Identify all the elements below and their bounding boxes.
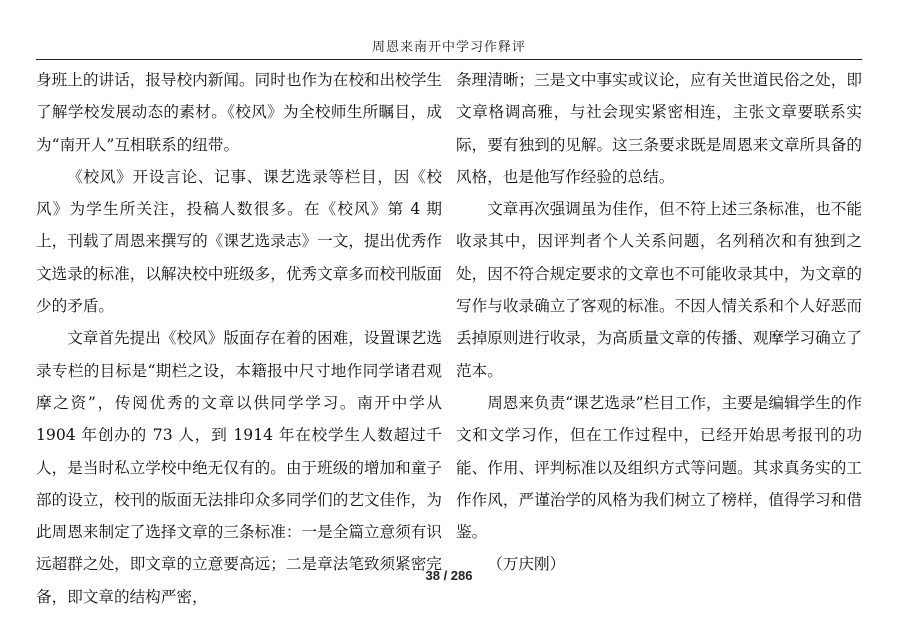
paragraph-editing-work: 周恩来负责“课艺选录”栏目工作，主要是编辑学生的作文和文学习作，但在工作过程中，已经开始思考报刊的功能、作用、评判标准以及组织方式等问题。其求真务实的工作作风，严谨治学的风格为我们树立了榜样，值得学习和借鉴。 <box>456 393 862 542</box>
author-signature: （万庆刚） <box>487 555 566 574</box>
page-number: 38 / 286 <box>425 568 473 583</box>
right-column <box>456 64 862 581</box>
left-column <box>36 64 442 613</box>
paragraph-continuation-right: 条理清晰；三是文中事实或议论，应有关世道民俗之处，即文章格调高雅，与社会现实紧密相连，主张文章要联系实际，要有独到的见解。这三条要求既是周恩来文章所具备的风格，也是他写作经验的总结。 <box>456 71 862 186</box>
paragraph-continuation: 身班上的讲话，报导校内新闻。同时也作为在校和出校学生了解学校发展动态的素材。《校风》为全校师生所瞩目，成为“南开人”互相联系的纽带。 <box>36 71 442 154</box>
header-divider <box>36 59 862 60</box>
paragraph-objective-standards: 文章再次强调虽为佳作，但不符上述三条标准，也不能收录其中，因评判者个人关系问题，名列稍次和有独到之处，因不符合规定要求的文章也不可能收录其中，为文章的写作与收录确立了客观的标准。不因人情关系和个人好恶而丢掉原则进行收录，为高质量文章的传播、观摩学习确立了范本。 <box>456 200 862 380</box>
paragraph-xiaofeng-columns: 《校风》开设言论、记事、课艺选录等栏目，因《校风》为学生所关注，投稿人数很多。在《校风》第 4 期上，刊载了周恩来撰写的《课艺选录志》一文，提出优秀作文选录的标准，以解决校中班级多，优秀文章多而校刊版面少的矛盾。 <box>36 167 442 316</box>
paragraph-selection-standards: 文章首先提出《校风》版面存在着的困难，设置课艺选录专栏的目标是“期栏之设，本籍报中尺寸地作同学诸君观摩之资”，传阅优秀的文章以供同学学习。南开中学从 1904 年创办的 73 人，到 1914 年在校学生人数超过千人，是当时私立学校中绝无仅有的。由于班级的增加和童子部的设立，校刊的版面无法排印众多同学们的艺文佳作，为此周恩来制定了选择文章的三条标准：一是全篇立意须有识远超群之处，即文章的立意要高远；二是章法笔致须紧密完备，即文章的结构严密， <box>36 329 442 606</box>
running-header: 周恩来南开中学习作释评 <box>371 40 526 55</box>
